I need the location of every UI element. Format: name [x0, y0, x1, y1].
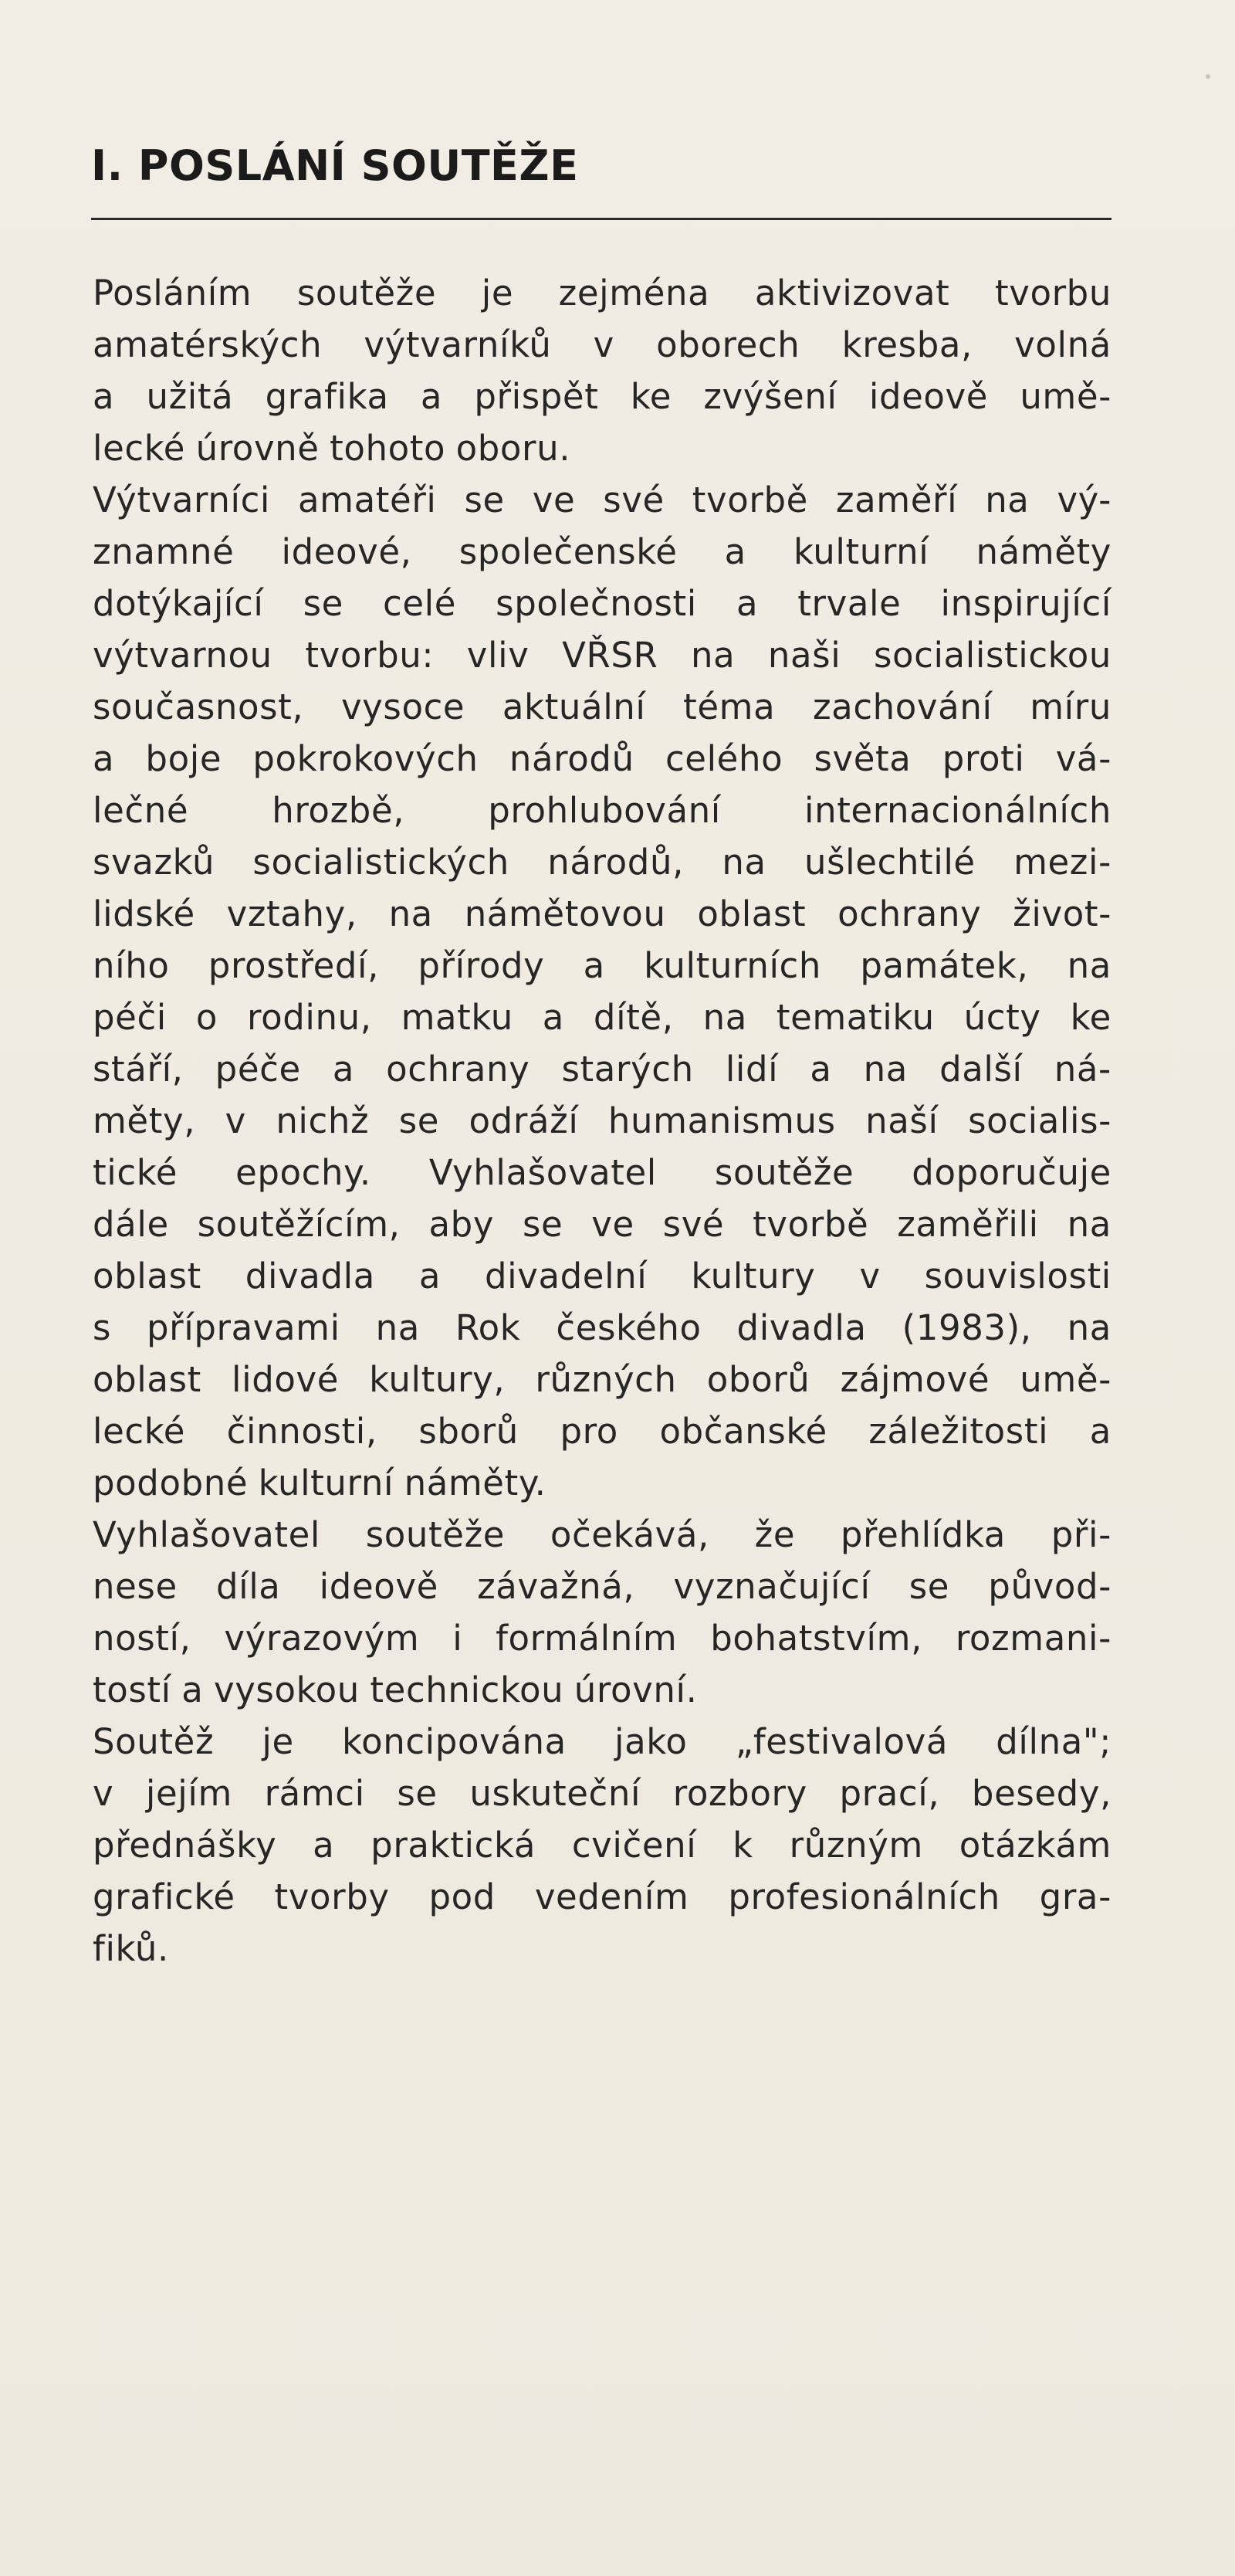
- text-line: měty, v nichž se odráží humanismus naší socialis-: [93, 1100, 1112, 1141]
- text-line: nese díla ideově závažná, vyznačující se původ-: [93, 1566, 1112, 1607]
- text-line: Vyhlašovatel soutěže očekává, že přehlídka při-: [93, 1514, 1112, 1555]
- text-line: péči o rodinu, matku a dítě, na tematiku úcty ke: [93, 997, 1112, 1038]
- text-line: stáří, péče a ochrany starých lidí a na další ná-: [93, 1049, 1112, 1090]
- text-line: lecké úrovně tohoto oboru.: [93, 428, 571, 469]
- text-line: lidské vztahy, na námětovou oblast ochrany život-: [93, 893, 1112, 934]
- text-line: ností, výrazovým i formálním bohatstvím, rozmani-: [93, 1618, 1112, 1659]
- text-line: dále soutěžícím, aby se ve své tvorbě zaměřili na: [93, 1204, 1112, 1245]
- text-line: Soutěž je koncipována jako „festivalová dílna";: [93, 1721, 1112, 1762]
- text-line: a užitá grafika a přispět ke zvýšení ideově umě-: [93, 376, 1112, 417]
- text-line: fiků.: [93, 1928, 169, 1969]
- text-line: přednášky a praktická cvičení k různým otázkám: [93, 1825, 1112, 1866]
- heading-rule: [91, 218, 1112, 220]
- text-line: oblast lidové kultury, různých oborů zájmové umě-: [93, 1359, 1112, 1400]
- text-line: podobné kulturní náměty.: [93, 1463, 546, 1503]
- text-line: a boje pokrokových národů celého světa proti vá-: [93, 738, 1112, 779]
- text-line: dotýkající se celé společnosti a trvale inspirující: [93, 583, 1112, 624]
- text-line: v jejím rámci se uskuteční rozbory prací, besedy,: [93, 1773, 1112, 1814]
- paper-speck: [1206, 74, 1210, 79]
- section-heading: I. POSLÁNÍ SOUTĚŽE: [91, 141, 579, 190]
- body-paragraphs: [93, 267, 1112, 1974]
- text-line: grafické tvorby pod vedením profesionálních gra-: [93, 1876, 1112, 1917]
- text-line: s přípravami na Rok českého divadla (1983), na: [93, 1307, 1112, 1348]
- text-line: Posláním soutěže je zejména aktivizovat tvorbu: [93, 273, 1112, 314]
- text-line: ního prostředí, přírody a kulturních památek, na: [93, 945, 1112, 986]
- text-line: současnost, vysoce aktuální téma zachování míru: [93, 686, 1112, 727]
- text-line: Výtvarníci amatéři se ve své tvorbě zaměří na vý-: [93, 480, 1112, 520]
- text-line: oblast divadla a divadelní kultury v souvislosti: [93, 1256, 1112, 1296]
- text-line: tostí a vysokou technickou úrovní.: [93, 1669, 698, 1710]
- text-line: svazků socialistických národů, na ušlechtilé mezi-: [93, 842, 1112, 883]
- text-line: lecké činnosti, sborů pro občanské záležitosti a: [93, 1411, 1112, 1452]
- text-line: amatérských výtvarníků v oborech kresba, volná: [93, 324, 1112, 365]
- text-line: znamné ideové, společenské a kulturní náměty: [93, 531, 1112, 572]
- text-line: výtvarnou tvorbu: vliv VŘSR na naši socialistickou: [93, 635, 1112, 676]
- text-line: tické epochy. Vyhlašovatel soutěže doporučuje: [93, 1152, 1112, 1193]
- text-line: lečné hrozbě, prohlubování internacionálních: [93, 790, 1112, 831]
